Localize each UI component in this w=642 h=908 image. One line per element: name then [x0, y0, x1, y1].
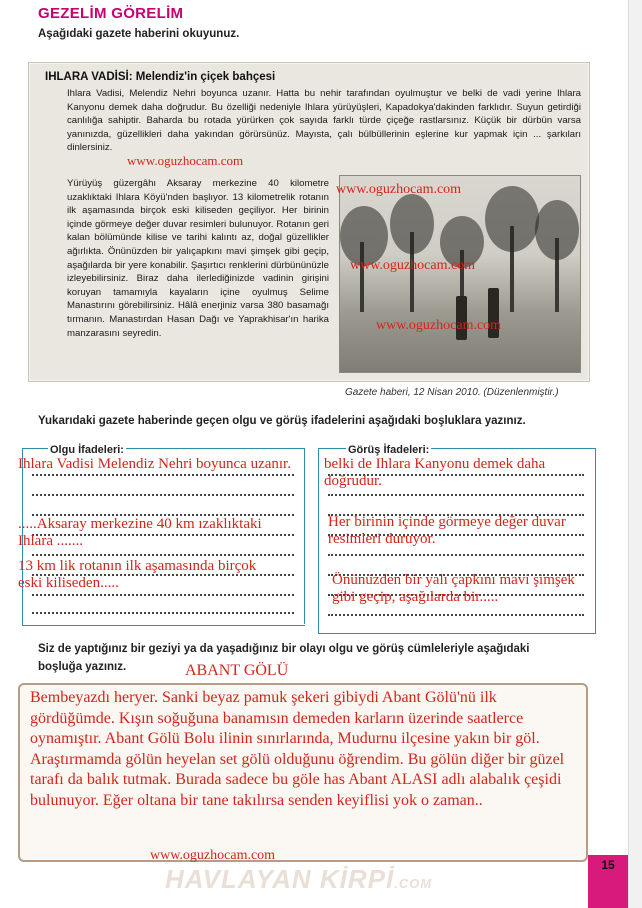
gorus-line	[328, 614, 584, 616]
watermark-1: www.oguzhocam.com	[127, 153, 244, 168]
logo-suffix: .COM	[394, 876, 433, 891]
clipping-paragraph-1: Ihlara Vadisi, Melendiz Nehri boyunca uzanır. Hatta bu nehir tarafından oyulmuştur ve belki de vadi yerine Ihlara Kanyonu demek daha doğrudur. Bu özelliği nedeniyle Ihlara yürüyüşleri, Kapadokya'dakinden farklıdır. Suyun getirdiği canlılığa sahiptir. Baharda bu rotada yürürken çok sayıda farklı türde çiçeğe rastlarsınız. Küçük bir dürbün varsa yanınızda, güzellikleri daha yakından görürsünüz. Mayısta, çalı bülbüllerinin eşlerine kur yapmak için ... şarkıları dinlersiniz.	[67, 88, 581, 154]
olgu-line	[32, 594, 294, 596]
page-number: 15	[588, 855, 628, 908]
havlayan-kirpi-logo	[165, 864, 432, 895]
trip-instruction-line1: Siz de yaptığınız bir geziyi ya da yaşadığınız bir olayı olgu ve görüş cümleleriyle aşağıdaki	[38, 643, 530, 655]
watermark-3: www.oguzhocam.com	[350, 258, 476, 273]
trip-instruction-line2: boşluğa yazınız.	[38, 661, 127, 673]
gorus-line	[328, 494, 584, 496]
valley-photo	[339, 175, 581, 373]
watermark-4: www.oguzhocam.com	[376, 318, 502, 333]
olgu-line	[32, 612, 294, 614]
gorus-line	[328, 554, 584, 556]
clipping-paragraph-2: Yürüyüş güzergâhı Aksaray merkezine 40 kilometre uzaklıktaki Ihlara Köyü'nden başlıyor. 13 kilometrelik rotanın ilk aşamasında birçok eski kiliseden geçiliyor. Her birinin içinde görmeye değer duvar resimleri bulunuyor. Rotanın geri kalan bölümünde kilise ve tarihi kalıntı az, doğal güzellikler ağırlıkta. Önünüzden bir yalıçapkını mavi şimşek gibi geçip, aşağılarda bir yere konabilir. Şaşırtıcı renklerini dürbününüzle izleyebilirsiniz. Biraz daha ilerlediğinizde vadinin girişini koruyan tamamıyla kayaların içine oyulmuş Selime Manastırını görebilirsiniz. Hâlâ enerjiniz varsa 380 basamağı tırmanın. Manastırdan Hasan Dağı ve Yaprakhisar'ın harika manzarasını seyredin.	[67, 178, 329, 339]
newspaper-clipping	[28, 62, 590, 382]
olgu-heading: Olgu İfadeleri:	[50, 444, 124, 456]
olgu-answer-2: .....Aksaray merkezine 40 km ızaklıktaki Ihlara .......	[18, 516, 262, 549]
watermark-footer: www.oguzhocam.com	[150, 848, 276, 863]
gorus-heading: Görüş İfadeleri:	[348, 444, 430, 456]
clipping-title: IHLARA VADİSİ: Melendiz'in çiçek bahçesi	[45, 71, 276, 83]
gorus-answer-2: Her birinin içinde görmeye değer duvar resimleri duruyor.	[328, 514, 566, 547]
page-edge-strip	[628, 0, 642, 908]
section-title: GEZELİM GÖRELİM	[38, 5, 184, 22]
logo-text: HAVLAYAN KİRPİ	[165, 864, 395, 894]
olgu-line	[32, 474, 294, 476]
exercise-instruction: Yukarıdaki gazete haberinde geçen olgu ve görüş ifadelerini aşağıdaki boşluklara yazınız.	[38, 415, 526, 427]
reading-instruction: Aşağıdaki gazete haberini okuyunuz.	[38, 28, 240, 40]
gorus-answer-3: Önünüzden bir yalı çapkını mavi şimşek gibi geçip, aşağılarda bir.....	[332, 572, 575, 605]
olgu-line	[32, 494, 294, 496]
clipping-caption: Gazete haberi, 12 Nisan 2010. (Düzenlenmiştir.)	[345, 387, 559, 398]
olgu-answer-3: 13 km lik rotanın ilk aşamasında birçok eski kiliseden.....	[18, 558, 257, 591]
olgu-line	[32, 554, 294, 556]
watermark-2: www.oguzhocam.com	[336, 182, 462, 197]
trip-story-text: Bembeyazdı heryer. Sanki beyaz pamuk şekeri gibiydi Abant Gölü'nü ilk gördüğümde. Kışın soğuğuna banamısın demeden karların üzerinde saatlerce oynamıştır. Abant Gölü Bolu ilinin sınırlarında, Mudurnu ilçesine yakın bir göl. Araştırmamda gölün heyelan set gölü olduğunu öğrendim. Bu gölün diğer bir güzel tarafı da balık tutmak. Burada sadece bu göle has Abant ALASI adlı alabalık çeşidi bulunuyor. Eğer oltana bir tane takılırsa senden keyiflisi yok o zaman..	[30, 689, 565, 809]
trip-title: ABANT GÖLÜ	[185, 662, 289, 679]
olgu-answer-1: Ihlara Vadisi Melendiz Nehri boyunca uzanır.	[18, 456, 291, 472]
gorus-answer-1: belki de Ihlara Kanyonu demek daha doğrudur.	[324, 456, 546, 489]
